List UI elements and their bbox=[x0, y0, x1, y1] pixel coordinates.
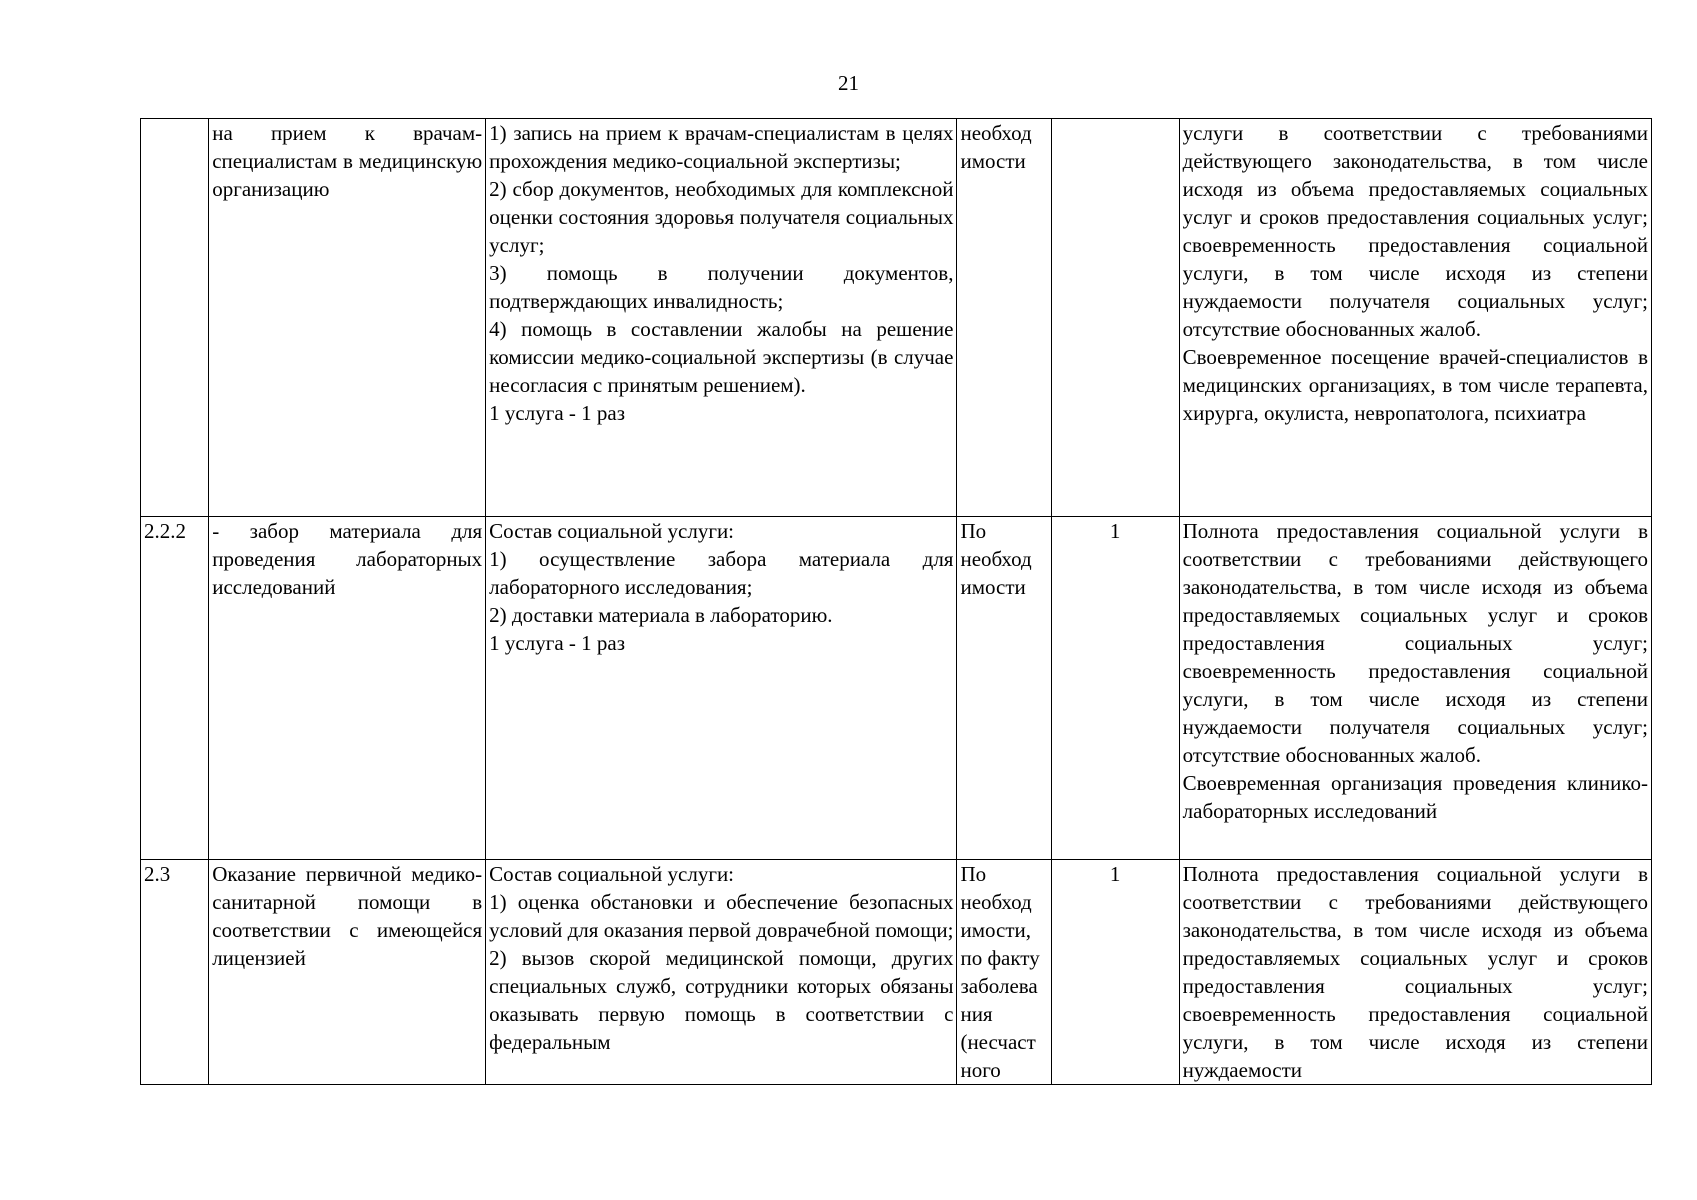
page-number: 21 bbox=[838, 71, 859, 95]
description-item: 1 услуга - 1 раз bbox=[489, 401, 626, 425]
cell-quality bbox=[1179, 860, 1651, 1085]
description-item: Состав социальной услуги: bbox=[489, 862, 735, 886]
cell-quality bbox=[1179, 517, 1651, 860]
description-item: 2) доставки материала в лабораторию. bbox=[489, 603, 833, 627]
quality-item: Своевременная организация проведения клинико-лабораторных исследований bbox=[1182, 771, 1648, 823]
table-row bbox=[141, 119, 1652, 517]
description-item: 4) помощь в составлении жалобы на решение комиссии медико-социальной экспертизы (в случае несогласия с принятым решением). bbox=[489, 317, 954, 397]
cell-description bbox=[486, 517, 957, 860]
quality-item: Полнота предоставления социальной услуги в соответствии с требованиями действующего законодательства, в том числе исходя из объема предоставляемых социальных услуг и сроков предоставления социальных услуг; своевременность предоставления социальной услуги, в том числе исходя из степени нуждаемости получателя социальных услуг; отсутствие обоснованных жалоб. bbox=[1182, 519, 1648, 767]
cell-unit bbox=[1051, 119, 1179, 517]
cell-unit: 1 bbox=[1051, 517, 1179, 860]
cell-number: 2.3 bbox=[141, 860, 209, 1085]
description-item: 1) запись на прием к врачам-специалистам в целях прохождения медико-социальной экспертизы; bbox=[489, 121, 954, 173]
description-item: 1 услуга - 1 раз bbox=[489, 631, 626, 655]
description-item: Состав социальной услуги: bbox=[489, 519, 735, 543]
services-table bbox=[140, 118, 1652, 1085]
description-item: 1) оценка обстановки и обеспечение безопасных условий для оказания первой доврачебной помощи; bbox=[489, 890, 954, 942]
cell-term: По необход имости bbox=[957, 517, 1051, 860]
description-item: 3) помощь в получении документов, подтверждающих инвалидность; bbox=[489, 261, 954, 313]
cell-description bbox=[486, 119, 957, 517]
quality-item: услуги в соответствии с требованиями действующего законодательства, в том числе исходя из объема предоставляемых социальных услуг и сроков предоставления социальных услуг; своевременность предоставления социальной услуги, в том числе исходя из степени нуждаемости получателя социальных услуг; отсутствие обоснованных жалоб. bbox=[1182, 121, 1648, 341]
description-item: 2) вызов скорой медицинской помощи, других специальных служб, сотрудники которых обязаны оказывать первую помощь в соответствии с федеральным bbox=[489, 946, 954, 1054]
cell-quality bbox=[1179, 119, 1651, 517]
cell-service-name: Оказание первичной медико-санитарной помощи в соответствии с имеющейся лицензией bbox=[209, 860, 486, 1085]
cell-number: 2.2.2 bbox=[141, 517, 209, 860]
cell-unit: 1 bbox=[1051, 860, 1179, 1085]
cell-service-name: на прием к врачам-специалистам в медицинскую организацию bbox=[209, 119, 486, 517]
cell-number bbox=[141, 119, 209, 517]
table-row bbox=[141, 860, 1652, 1085]
cell-service-name: - забор материала для проведения лабораторных исследований bbox=[209, 517, 486, 860]
description-item: 1) осуществление забора материала для лабораторного исследования; bbox=[489, 547, 954, 599]
cell-term: По необход имости, по факту заболева ния (несчаст ного bbox=[957, 860, 1051, 1085]
table-row bbox=[141, 517, 1652, 860]
cell-term: необход имости bbox=[957, 119, 1051, 517]
quality-item: Своевременное посещение врачей-специалистов в медицинских организациях, в том числе терапевта, хирурга, окулиста, невропатолога, психиатра bbox=[1182, 345, 1648, 425]
cell-description bbox=[486, 860, 957, 1085]
description-item: 2) сбор документов, необходимых для комплексной оценки состояния здоровья получателя социальных услуг; bbox=[489, 177, 954, 257]
quality-item: Полнота предоставления социальной услуги в соответствии с требованиями действующего законодательства, в том числе исходя из объема предоставляемых социальных услуг и сроков предоставления социальных услуг; своевременность предоставления социальной услуги, в том числе исходя из степени нуждаемости bbox=[1182, 862, 1648, 1082]
